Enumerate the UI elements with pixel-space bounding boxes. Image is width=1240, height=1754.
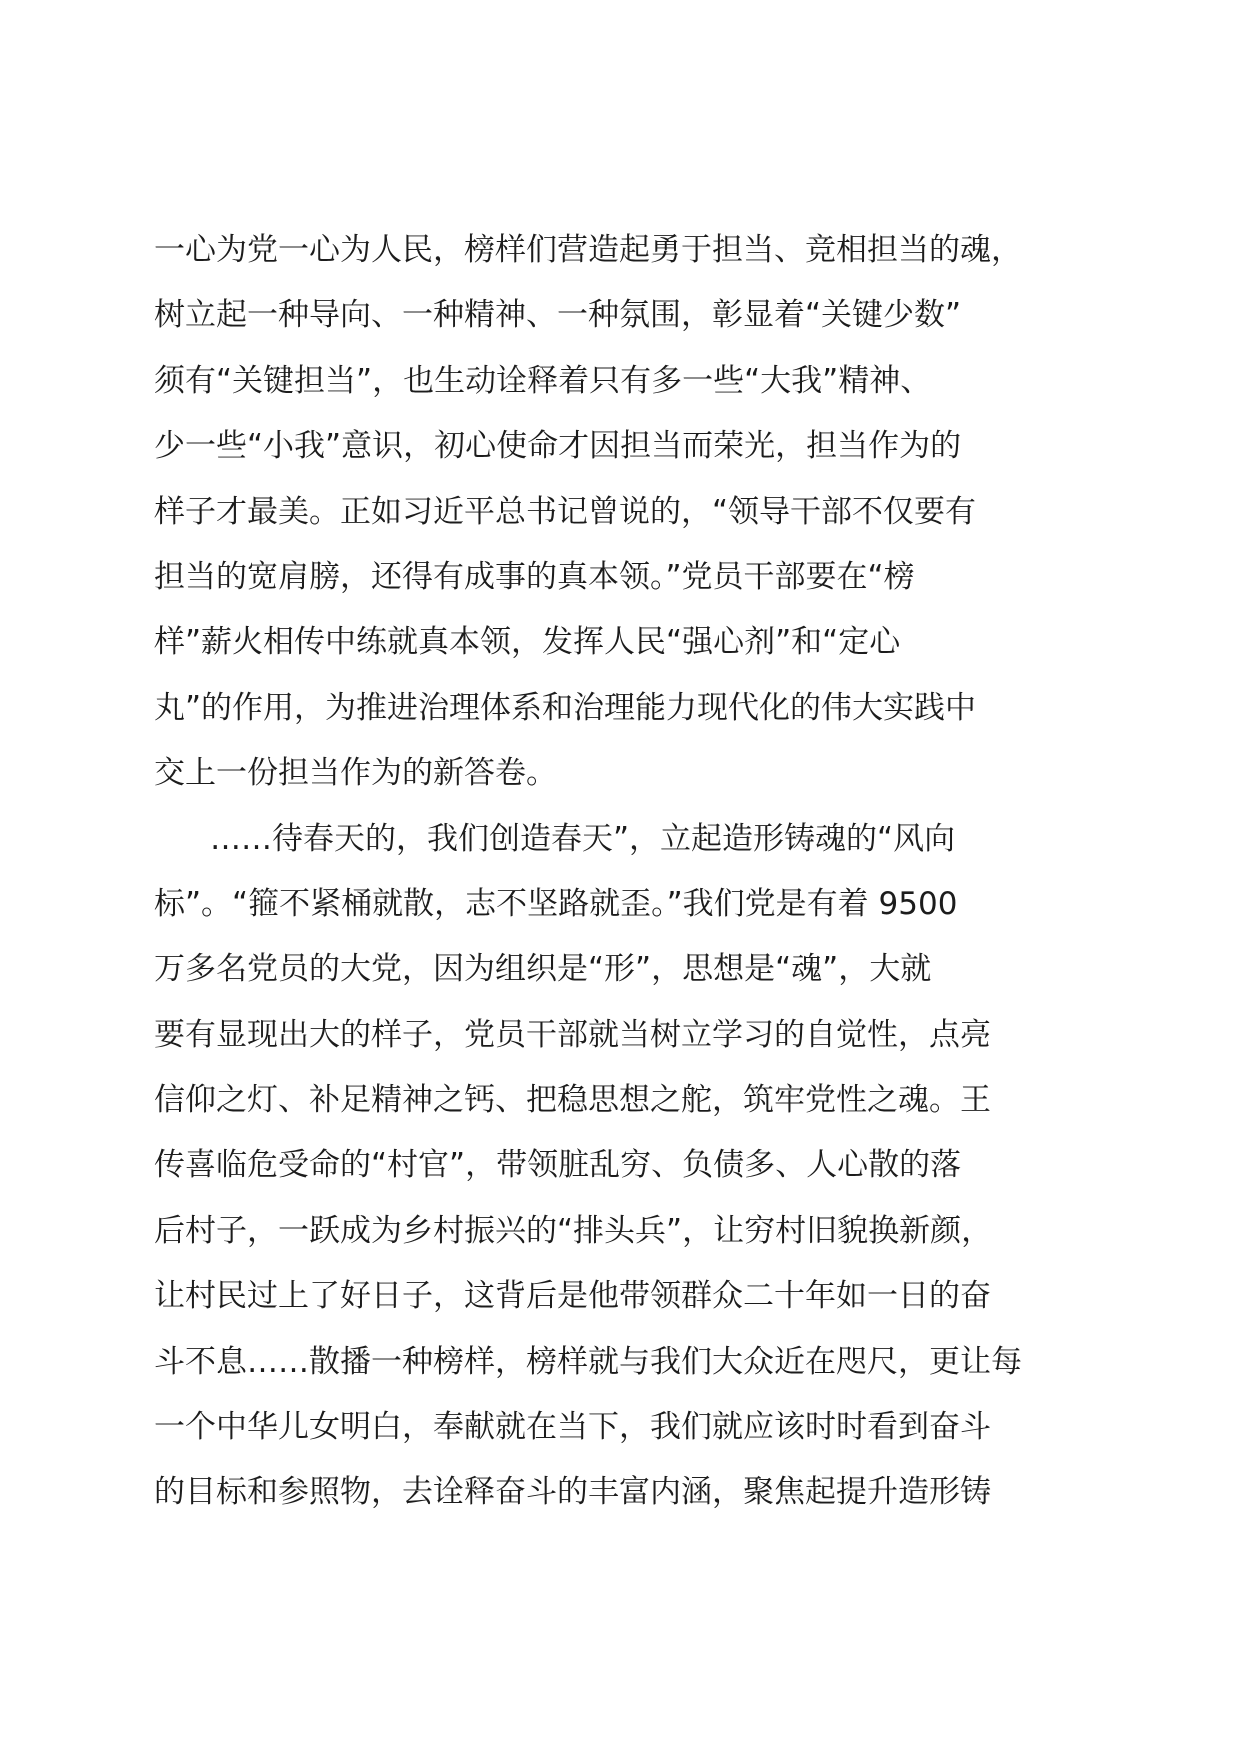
text-line: 信仰之灯、补足精神之钙、把稳思想之舵，筑牢党性之魂。王 [154, 1082, 991, 1119]
text-line: 须有“关键担当”，也生动诠释着只有多一些“大我”精神、 [154, 362, 932, 399]
text-line: 样”薪火相传中练就真本领，发挥人民“强心剂”和“定心 [154, 624, 901, 661]
text-line: 担当的宽肩膀，还得有成事的真本领。”党员干部要在“榜 [154, 558, 915, 595]
text-line: 的目标和参照物，去诠释奋斗的丰富内涵，聚焦起提升造形铸 [154, 1474, 991, 1511]
text-line: 一个中华儿女明白，奉献就在当下，我们就应该时时看到奋斗 [154, 1409, 991, 1446]
text-line: 树立起一种导向、一种精神、一种氛围，彰显着“关键少数” [154, 297, 962, 334]
text-line: 斗不息……散播一种榜样，榜样就与我们大众近在咫尺，更让每 [154, 1343, 1022, 1380]
text-line: 少一些“小我”意识，初心使命才因担当而荣光，担当作为的 [154, 428, 962, 465]
text-line: 让村民过上了好日子，这背后是他带领群众二十年如一日的奋 [154, 1278, 991, 1315]
text-line: 标”。“箍不紧桶就散，志不坚路就歪。”我们党是有着 9500 [154, 885, 958, 922]
text-line: 样子才最美。正如习近平总书记曾说的，“领导干部不仅要有 [154, 493, 977, 530]
text-line: 一心为党一心为人民，榜样们营造起勇于担当、竞相担当的魂， [154, 232, 1022, 268]
text-line: 要有显现出大的样子，党员干部就当树立学习的自觉性，点亮 [154, 1016, 991, 1053]
text-line: 后村子，一跃成为乡村振兴的“排头兵”，让穷村旧貌换新颜， [154, 1212, 993, 1249]
text-line: 万多名党员的大党，因为组织是“形”，思想是“魂”，大就 [154, 951, 932, 988]
text-line: ……待春天的，我们创造春天”，立起造形铸魂的“风向 [210, 820, 956, 857]
text-line: 丸”的作用，为推进治理体系和治理能力现代化的伟大实践中 [154, 689, 977, 726]
body-text [154, 218, 1094, 1526]
text-line: 传喜临危受命的“村官”，带领脏乱穷、负债多、人心散的落 [154, 1147, 962, 1184]
text-line: 交上一份担当作为的新答卷。 [154, 755, 557, 792]
